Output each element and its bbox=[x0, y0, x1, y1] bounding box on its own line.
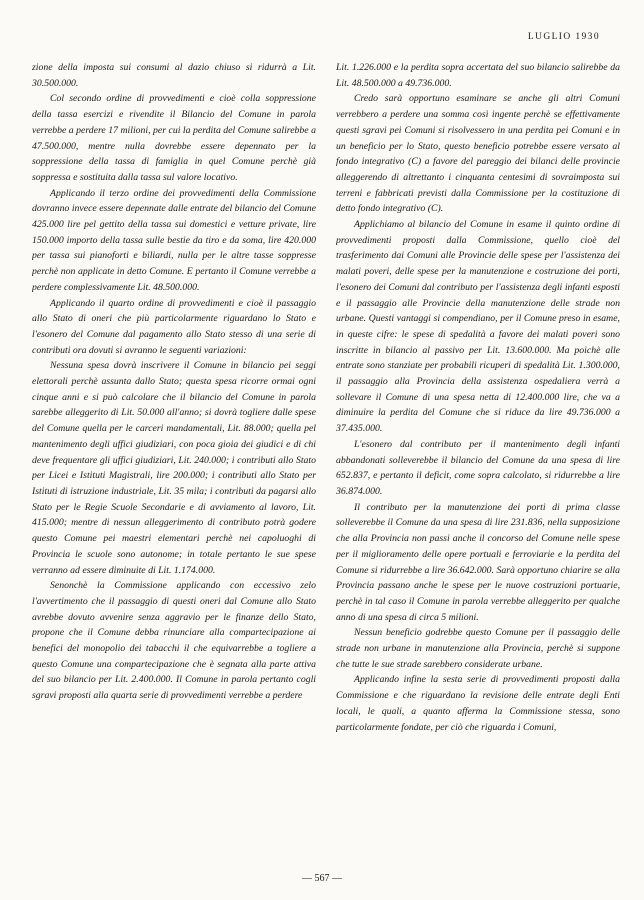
text-columns bbox=[32, 60, 620, 860]
paragraph: Nessuna spesa dovrà inscrivere il Comune in bilancio pei seggi elettorali perchè assunta dallo Stato; questa spesa ricorre ormai ogni cinque anni e si può calcolare che il bilancio del Comune in parola sarebbe alleggerito di Lit. 50.000 all'anno; si dovrà togliere dalle spese del Comune quella per le carceri mandamentali, Lit. 88.000; quella pel mantenimento degli uffici giudiziari, con poca gioia dei giudici e di chi deve frequentare gli uffici giudiziari, Lit. 240.000; i contributi allo Stato per Licei e Istituti Magistrali, lire 200.000; i contributi allo Stato per Istituti di istruzione industriale, Lit. 35 mila; i contributi da pagarsi allo Stato per le Regie Scuole Secondarie e di avviamento al lavoro, Lit. 415.000; mentre di nessun alleggerimento di contributo potrà godere questo Comune pei maestri elementari perchè nei capoluoghi di Provincia le scuole sono autonome; in totale pertanto le sue spese verranno ad essere diminuite di Lit. 1.174.000. bbox=[32, 360, 316, 576]
paragraph: Credo sarà opportuno esaminare se anche gli altri Comuni verrebbero a perdere una somma così ingente perchè se effettivamente questi sgravi pei Comuni si risolvessero in una perdita pei Comuni e in un beneficio per lo Stato, questo beneficio potrebbe essere versato al fondo integrativo (C) a favore del pareggio dei bilanci delle provincie alleggerendo di altrettanto i cinquanta centesimi di sovraimposta sui terreni e fabbricati previsti dalla Commissione per la costituzione di detto fondo integrativo (C). bbox=[336, 93, 620, 215]
right-column bbox=[336, 60, 620, 860]
page-number: — 567 — bbox=[302, 873, 342, 884]
paragraph: Lit. 1.226.000 e la perdita sopra accertata del suo bilancio salirebbe da Lit. 48.500.000 a 49.736.000. bbox=[336, 62, 620, 89]
paragraph: Applicando il terzo ordine dei provvedimenti della Commissione dovranno invece essere depennate dalle entrate del bilancio del Comune 425.000 lire pel gettito della tassa sui domestici e vetture private, lire 150.000 importo della tassa sulle bestie da tiro e da soma, lire 420.000 per tassa sui pianoforti e biliardi, nulla per le altre tasse soppresse perchè non applicate in detto Comune. E pertanto il Comune verrebbe a perdere complessivamente Lit. 48.500.000. bbox=[32, 187, 316, 293]
paragraph: Applicando infine la sesta serie di provvedimenti proposti dalla Commissione e che riguardano la revisione delle entrate degli Enti locali, le quali, a quanto afferma la Commissione stessa, sono particolarmente fondate, per ciò che riguarda i Comuni, bbox=[336, 674, 620, 733]
paragraph: Nessun beneficio godrebbe questo Comune per il passaggio delle strade non urbane in manutenzione alla Provincia, perchè si suppone che tutte le sue strade sarebbero considerate urbane. bbox=[336, 627, 620, 670]
paragraph: Col secondo ordine di provvedimenti e cioè colla soppressione della tassa esercizi e rivendite il Bilancio del Comune in parola verrebbe a perdere 17 milioni, per cui la perdita del Comune salirebbe a 47.500.000, mentre nulla dovrebbe essere depennato per la soppressione della tassa di famiglia in quel Comune perchè già soppressa e sostituita dalla tassa sul valore locativo. bbox=[32, 93, 316, 183]
left-column bbox=[32, 60, 316, 860]
paragraph: Applichiamo al bilancio del Comune in esame il quinto ordine di provvedimenti proposti dalla Commissione, quello cioè del trasferimento dai Comuni alle Provincie delle spese per l'assistenza dei malati poveri, delle spese per la manutenzione e costruzione dei porti, l'esonero dei Comuni dal contributo per l'assistenza degli infanti esposti e il passaggio alle Provincie della manutenzione delle strade non urbane. Questi vantaggi si compendiano, per il Comune preso in esame, in queste cifre: le spese di spedalità a favore dei malati poveri sono inscritte in bilancio al passivo per Lit. 13.600.000. Ma poichè alle entrate sono stanziate per probabili ricuperi di spedalità Lit. 1.300.000, il passaggio alla Provincia della assistenza ospedaliera verrà a sollevare il Comune di una spesa netta di 12.400.000 lire, che va a diminuire la perdita del Comune che si riduce da lire 49.736.000 a 37.435.000. bbox=[336, 219, 620, 435]
paragraph: Applicando il quarto ordine di provvedimenti e cioè il passaggio allo Stato di oneri che più particolarmente riguardano lo Stato e l'esonero del Comune dal pagamento allo Stato stesso di una serie di contributi ora dovuti si avranno le seguenti variazioni: bbox=[32, 297, 316, 356]
paragraph: L'esonero dal contributo per il mantenimento degli infanti abbandonati solleverebbe il bilancio del Comune da una spesa di lire 652.837, e pertanto il deficit, come sopra calcolato, si ridurrebbe a lire 36.874.000. bbox=[336, 438, 620, 497]
paragraph: Senonchè la Commissione applicando con eccessivo zelo l'avvertimento che il passaggio di questi oneri dal Comune allo Stato avrebbe dovuto avvenire senza aggravio per le finanze dello Stato, propone che il Comune debba rinunciare alla compartecipazione ai benefici del monopolio dei tabacchi il che equivarrebbe a togliere a questo Comune una compartecipazione che è segnata alla parte attiva del suo bilancio per Lit. 2.400.000. Il Comune in parola pertanto cogli sgravi proposti alla quarta serie di provvedimenti verrebbe a perdere bbox=[32, 580, 316, 702]
paragraph: Il contributo per la manutenzione dei porti di prima classe solleverebbe il Comune da una spesa di lire 231.836, nella supposizione che alla Provincia non passi anche il concorso del Comune nelle spese per il miglioramento delle opere portuali e ferroviarie e la perdita del Comune si ridurrebbe a lire 36.642.000. Sarà opportuno chiarire se alla Provincia passano anche le spese per le nuove costruzioni portuarie, perchè in tal caso il Comune in parola verrebbe alleggerito per qualche anno di una spesa di circa 5 milioni. bbox=[336, 501, 620, 623]
paragraph: zione della imposta sui consumi al dazio chiuso si ridurrà a Lit. 30.500.000. bbox=[32, 62, 316, 89]
running-header: LUGLIO 1930 bbox=[527, 32, 600, 42]
